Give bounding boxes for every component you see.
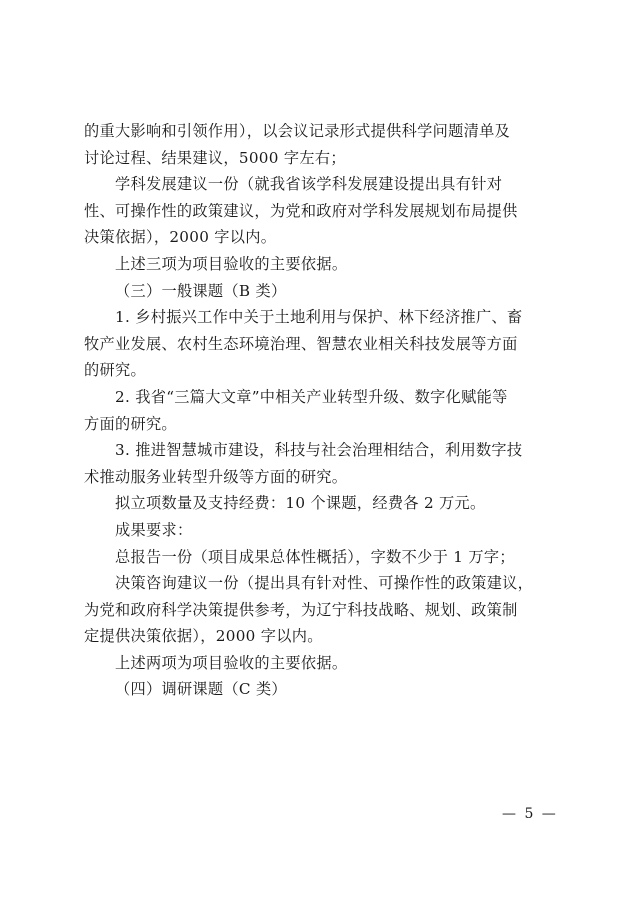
text-line: 上述两项为项目验收的主要依据。 [115,653,348,672]
text-line: 性、可操作性的政策建议，为党和政府对学科发展规划布局提供 [84,201,518,220]
text-line: 总报告一份（项目成果总体性概括），字数不少于 1 万字； [115,547,515,566]
text-line: 决策依据），2000 字以内。 [84,228,277,247]
text-line: 牧产业发展、农村生态环境治理、智慧农业相关科技发展等方面 [84,334,518,353]
text-line: 3. 推进智慧城市建设，科技与社会治理相结合，利用数字技 [115,441,523,460]
text-line: 决策咨询建议一份（提出具有针对性、可操作性的政策建议， [115,574,534,593]
section-heading: （三）一般课题（B 类） [115,281,287,300]
text-line: 2. 我省“三篇大文章”中相关产业转型升级、数字化赋能等 [115,387,508,406]
document-body [84,118,554,703]
text-line: 学科发展建议一份（就我省该学科发展建设提出具有针对 [115,175,503,194]
section-heading: （四）调研课题（C 类） [115,680,287,699]
text-line: 定提供决策依据），2000 字以内。 [84,627,323,646]
text-line: 的重大影响和引领作用），以会议记录形式提供科学问题清单及 [84,122,511,140]
text-line: 成果要求： [115,520,193,539]
page-number: — 5 — [502,806,558,822]
text-line: 讨论过程、结果建议，5000 字左右； [84,148,346,167]
text-line: 的研究。 [84,361,146,380]
text-line: 术推动服务业转型升级等方面的研究。 [84,467,348,486]
text-line: 为党和政府科学决策提供参考，为辽宁科技战略、规划、政策制 [84,600,518,619]
text-line: 上述三项为项目验收的主要依据。 [115,254,348,273]
text-line: 拟立项数量及支持经费：10 个课题，经费各 2 万元。 [115,494,486,513]
text-line: 方面的研究。 [84,414,177,433]
text-line: 1. 乡村振兴工作中关于土地利用与保护、林下经济推广、畜 [115,308,523,327]
